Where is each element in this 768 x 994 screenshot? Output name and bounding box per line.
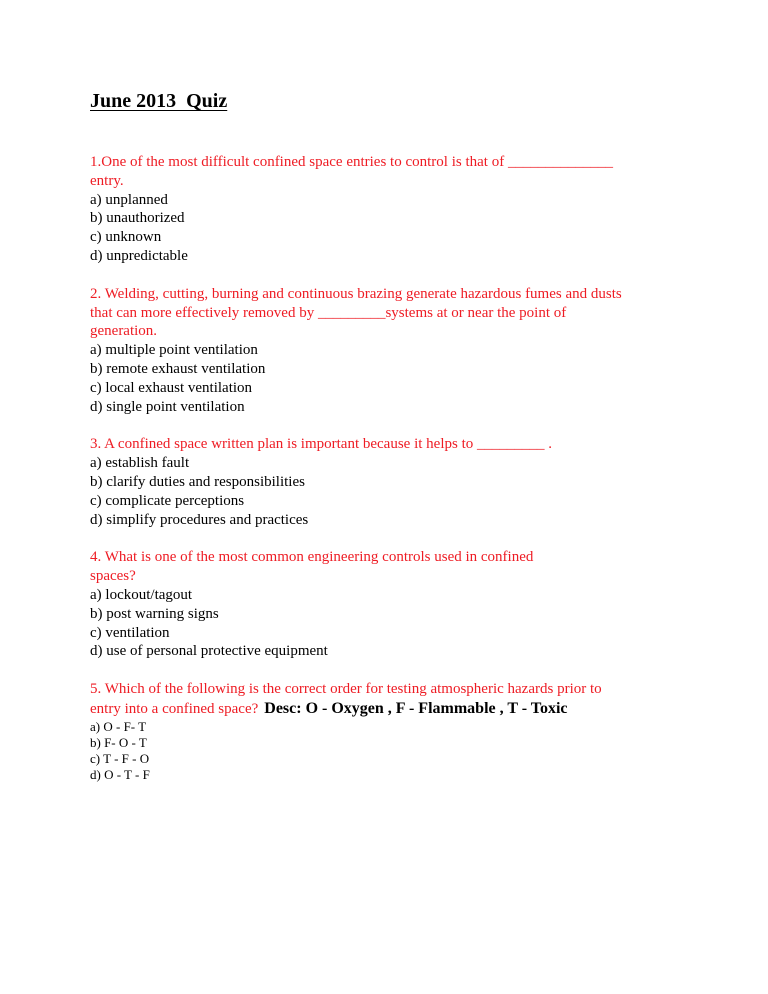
answer-options	[90, 586, 690, 661]
question-4	[90, 548, 690, 661]
stem-line: 4. What is one of the most common engineering controls used in confined	[90, 549, 534, 566]
answer-option: b) F- O - T	[90, 735, 147, 751]
question-2	[90, 285, 690, 417]
stem-line: spaces?	[90, 568, 136, 585]
stem-line: entry into a confined space?	[90, 701, 259, 718]
answer-option: a) unplanned	[90, 191, 168, 208]
answer-option: c) unknown	[90, 229, 162, 246]
answer-options	[90, 719, 690, 783]
quiz-page	[90, 86, 690, 802]
stem-line: entry.	[90, 172, 124, 189]
question-stem	[90, 435, 690, 454]
question-3	[90, 435, 690, 529]
question-stem	[90, 680, 690, 719]
answer-option: c) T - F - O	[90, 751, 150, 767]
answer-options	[90, 341, 690, 416]
answer-option: b) remote exhaust ventilation	[90, 360, 266, 377]
question-stem	[90, 548, 690, 586]
answer-option: d) use of personal protective equipment	[90, 643, 328, 660]
question-5	[90, 680, 690, 783]
stem-line: that can more effectively removed by _________systems at or near the point of	[90, 304, 567, 321]
answer-option: a) multiple point ventilation	[90, 342, 258, 359]
stem-line: 1.One of the most difficult confined space entries to control is that of ______________	[90, 154, 613, 170]
legend-description: Desc: O - Oxygen , F - Flammable , T - Toxic	[264, 700, 568, 718]
page-title: June 2013 Quiz	[90, 90, 228, 112]
answer-option: b) clarify duties and responsibilities	[90, 473, 305, 490]
answer-options	[90, 191, 690, 266]
answer-option: a) establish fault	[90, 455, 190, 472]
answer-option: d) O - T - F	[90, 767, 150, 783]
question-stem	[90, 285, 690, 341]
stem-line: generation.	[90, 323, 158, 340]
answer-option: d) single point ventilation	[90, 398, 245, 415]
answer-option: c) complicate perceptions	[90, 492, 245, 509]
answer-option: b) post warning signs	[90, 605, 219, 622]
stem-line: 3. A confined space written plan is important because it helps to _________ .	[90, 436, 552, 453]
answer-option: c) ventilation	[90, 624, 170, 641]
stem-line: 2. Welding, cutting, burning and continuous brazing generate hazardous fumes and dusts	[90, 285, 622, 302]
answer-options	[90, 454, 690, 529]
answer-option: a) O - F- T	[90, 719, 147, 735]
answer-option: d) simplify procedures and practices	[90, 511, 309, 528]
stem-line: 5. Which of the following is the correct order for testing atmospheric hazards prior to	[90, 681, 602, 698]
answer-option: a) lockout/tagout	[90, 586, 193, 603]
answer-option: c) local exhaust ventilation	[90, 379, 253, 396]
answer-option: d) unpredictable	[90, 247, 188, 264]
question-1	[90, 153, 690, 266]
question-stem	[90, 153, 690, 191]
answer-option: b) unauthorized	[90, 210, 185, 227]
